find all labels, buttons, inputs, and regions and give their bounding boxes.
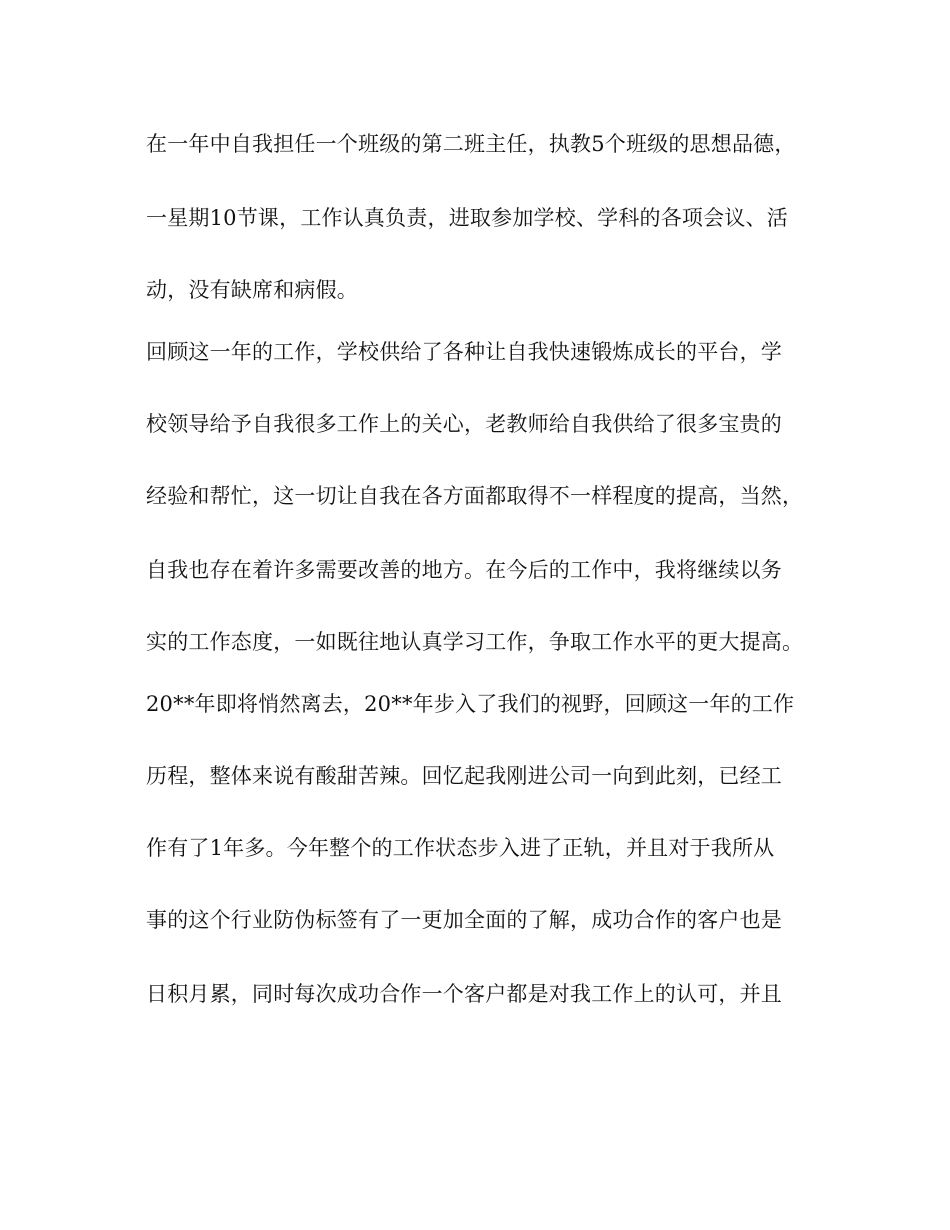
text-line-12: 事的这个行业防伪标签有了一更加全面的了解，成功合作的客户也是: [146, 908, 782, 932]
text-line-5: 校领导给予自我很多工作上的关心，老教师给自我供给了很多宝贵的: [146, 412, 782, 436]
text-line-13: 日积月累，同时每次成功合作一个客户都是对我工作上的认可，并且: [146, 982, 782, 1006]
text-line-7: 自我也存在着许多需要改善的地方。在今后的工作中，我将继续以务: [146, 558, 782, 582]
text-line-4: 回顾这一年的工作，学校供给了各种让自我快速锻炼成长的平台，学: [146, 340, 782, 364]
text-line-6: 经验和帮忙，这一切让自我在各方面都取得不一样程度的提高，当然，: [146, 484, 804, 508]
text-line-3: 动，没有缺席和病假。: [146, 278, 358, 302]
text-line-8: 实的工作态度，一如既往地认真学习工作，争取工作水平的更大提高。: [146, 630, 804, 654]
text-line-2: 一星期10节课，工作认真负责，进取参加学校、学科的各项会议、活: [146, 206, 788, 230]
text-line-10: 历程，整体来说有酸甜苦辣。回忆起我刚进公司一向到此刻，已经工: [146, 764, 782, 788]
text-line-9: 20**年即将悄然离去，20**年步入了我们的视野，回顾这一年的工作: [146, 692, 795, 716]
text-line-11: 作有了1年多。今年整个的工作状态步入进了正轨，并且对于我所从: [146, 836, 775, 860]
text-line-1: 在一年中自我担任一个班级的第二班主任，执教5个班级的思想品德，: [146, 132, 796, 156]
